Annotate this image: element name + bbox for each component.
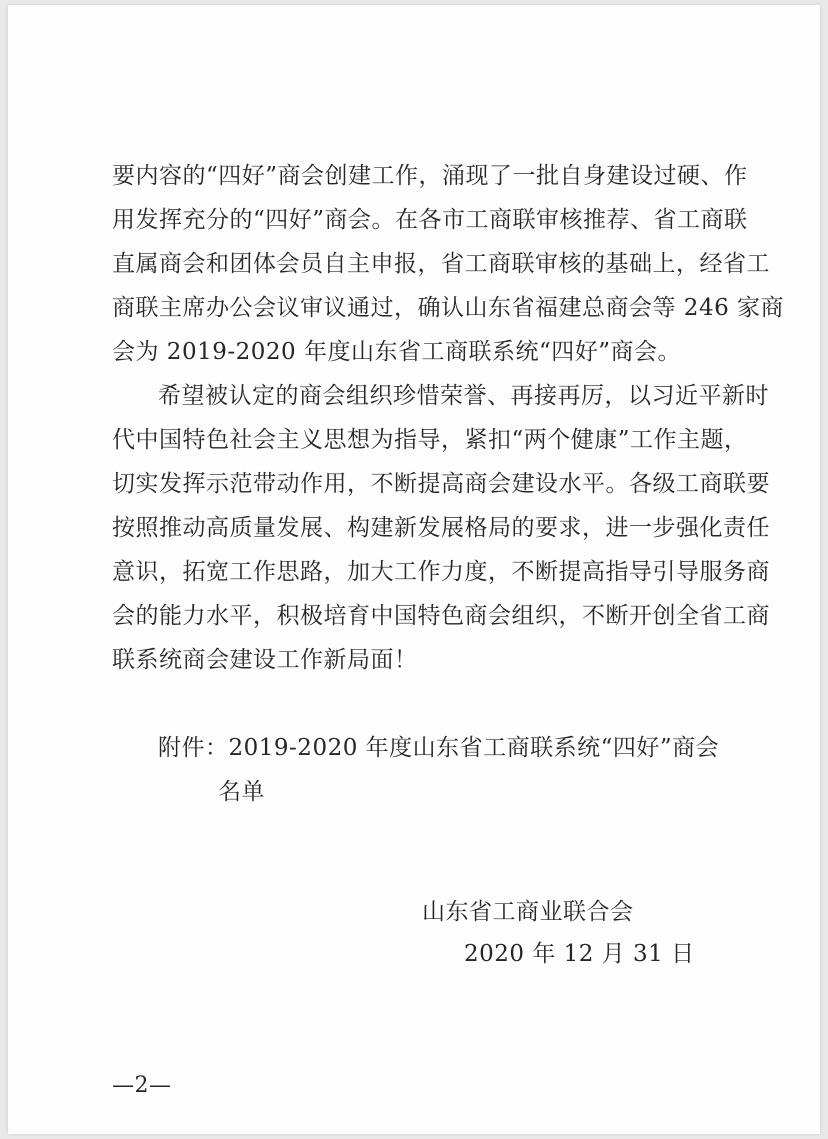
document-page: [8, 5, 820, 1134]
paragraph-1-line-2: 用发挥充分的“四好”商会。在各市工商联审核推荐、省工商联: [112, 207, 748, 233]
attachment-line-2: 名单: [218, 779, 265, 805]
signature-organization: 山东省工商业联合会: [422, 899, 634, 925]
attachment-line-1: 附件：2019-2020 年度山东省工商联系统“四好”商会: [158, 735, 720, 761]
paragraph-2-line-7: 联系统商会建设工作新局面！: [112, 647, 418, 673]
paragraph-2-line-1: 希望被认定的商会组织珍惜荣誉、再接再厉，以习近平新时: [158, 383, 769, 409]
paragraph-1-line-4: 商联主席办公会议审议通过，确认山东省福建总商会等 246 家商: [112, 295, 785, 321]
paragraph-1-line-5: 会为 2019-2020 年度山东省工商联系统“四好”商会。: [112, 339, 681, 365]
signature-date: 2020 年 12 月 31 日: [464, 941, 695, 967]
paragraph-2-line-4: 按照推动高质量发展、构建新发展格局的要求，进一步强化责任: [112, 515, 770, 541]
paragraph-2-line-6: 会的能力水平，积极培育中国特色商会组织，不断开创全省工商: [112, 603, 770, 629]
paragraph-2-line-2: 代中国特色社会主义思想为指导，紧扣“两个健康”工作主题，: [112, 427, 748, 453]
paragraph-1-line-1: 要内容的“四好”商会创建工作，涌现了一批自身建设过硬、作: [112, 163, 748, 189]
page-number: —2—: [112, 1073, 172, 1098]
paragraph-1-line-3: 直属商会和团体会员自主申报，省工商联审核的基础上，经省工: [112, 251, 770, 277]
paragraph-2-line-5: 意识，拓宽工作思路，加大工作力度，不断提高指导引导服务商: [112, 559, 770, 585]
paragraph-2-line-3: 切实发挥示范带动作用，不断提高商会建设水平。各级工商联要: [112, 471, 770, 497]
